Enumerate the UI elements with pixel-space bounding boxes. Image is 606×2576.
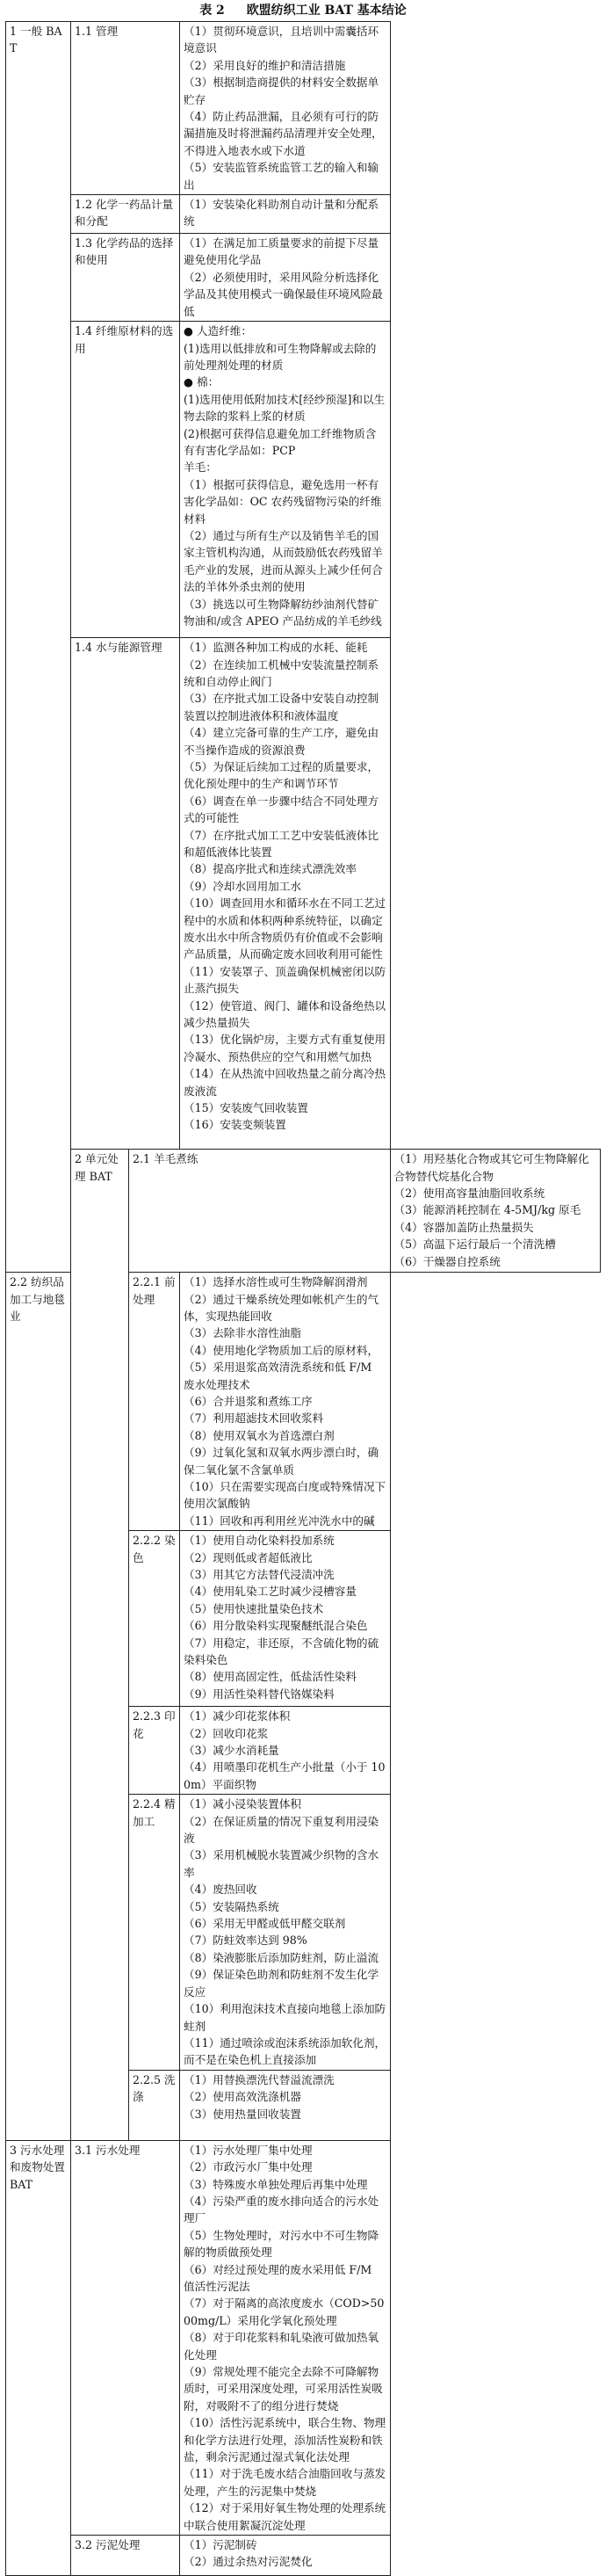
list-item: （10）利用泡沫技术直接向地毯上添加防蛀剂 [184,2002,386,2033]
table-row [6,195,601,234]
bat-table [5,21,601,2576]
list-item: （4）使用地化学物质加工后的原材料， [184,1343,379,1357]
list-item: (1)选用使用低附加技术[经纱预湿]和以生物去除的浆料上浆的材质 [184,392,386,424]
list-item: （3）挑选以可生物降解纺纱油剂代替矿物油和/或含 APEO 产品纺成的羊毛纱线 [184,597,382,628]
list-item: （5）高温下运行最后一个清洗槽 [393,1237,556,1252]
list-item: （5）使用快速批量染色技术 [184,1601,324,1615]
items-management [180,22,390,195]
category-pollution: 3 污水处理和废物处置 BAT [6,2140,71,2575]
items-washing [180,2070,390,2140]
items-pretreatment [180,1273,390,1531]
list-item: （1）根据可获得信息，避免选用一杯有害化学品如：OC 农药残留物污染的纤维材料 [184,477,382,526]
items-water-energy [180,638,390,1150]
subcategory-washing: 2.2.5 洗涤 [129,2070,180,2140]
list-item: （14）在从热流中回收热量之前分离冷热废液流 [184,1067,386,1098]
list-item: （3）特殊废水单独处理后再集中处理 [184,2177,368,2191]
subcategory-management: 1.1 管理 [71,22,180,195]
list-item: （2）现则低或者超低液比 [184,1550,313,1564]
list-item: （2）回收印花浆 [184,1726,269,1740]
list-item: （6）用分散染料实现聚醚纸混合染色 [184,1619,368,1633]
table-row [6,322,601,638]
list-item: （8）对于印花浆料和轧染液可做加热氧化处理 [184,2331,379,2362]
subcategory-fine-finishing: 2.2.4 精加工 [129,1795,180,2071]
list-item: （1）选择水溶性或可生物降解润滑剂 [184,1275,368,1289]
list-item: （4）废热回收 [184,1883,257,1897]
list-item: （6）干燥器自控系统 [393,1254,501,1268]
table-row [6,22,601,195]
list-item: ● 棉： [184,375,220,389]
list-item: （4）建立完备可靠的生产工序，避免由不当操作造成的资源浪费 [184,726,379,757]
list-item: （1）监测各种加工构成的水耗、能耗 [184,641,368,655]
subcategory-dyeing: 2.2.2 染色 [129,1531,180,1707]
list-item: （2）通过干燥系统处理如帐机产生的气体，实现热能回收 [184,1292,379,1323]
list-item: （1）安装染化料助剂自动计量和分配系统 [184,198,379,229]
items-wool-scouring [390,1150,601,1273]
list-item: （5）为保证后续加工过程的质量要求，优化预处理中的生产和调节环节 [184,759,379,791]
list-item: （8）使用高固定性，低盐活性染料 [184,1670,357,1684]
list-item: （10）活性污泥系统中，联合生物、物理和化学方法进行处理，添加活性炭粉和铁盐，剩余污泥通过湿式氧化法处理 [184,2416,386,2464]
list-item: （16）安装变频装置 [184,1118,286,1132]
list-item: （1）贯彻环境意识，且培训中需囊括环境意识 [184,25,379,55]
list-item: （2）市政污水厂集中处理 [184,2160,313,2174]
category-general: 1 一般 BAT [6,22,71,1273]
items-wastewater [180,2140,390,2535]
list-item: (1)选用以低排放和可生物降解或去除的前处理剂处理的材质 [184,341,377,372]
category-unit: 2 单元处理 BAT [71,1150,129,2141]
list-item: （9）过氧化氢和双氧水两步漂白时，确保二氧化氯不含氯单质 [184,1446,379,1477]
list-item: （4）容器加盖防止热量损失 [393,1220,534,1234]
table-row [6,638,601,1150]
list-item: （1）减小浸染装置体积 [184,1797,301,1811]
subcategory-wastewater: 3.1 污水处理 [71,2140,180,2535]
subcategory-fibre: 1.4 纤维原材料的选用 [71,322,180,638]
list-item: （3）使用热量回收装置 [184,2107,301,2121]
list-item: （2）通过与所有生产以及销售羊毛的国家主管机构沟通，从而鼓励低农药残留羊毛产业的发展，进而从源头上减少任何合法的羊体外杀虫剂的使用 [184,528,383,594]
list-item: （6）采用无甲醛或低甲醛交联剂 [184,1917,346,1931]
items-printing [180,1707,390,1795]
items-dosing [180,195,390,234]
list-item: （6）合并退浆和煮练工序 [184,1394,313,1408]
list-item: （8）使用双氧水为首选漂白剂 [184,1428,335,1442]
list-item: ● 人造纤维： [184,324,252,338]
table-number: 表 2 [199,4,225,18]
list-item: （8）提高序批式和连续式漂洗效率 [184,862,357,876]
items-chemicals [180,234,390,322]
list-item: （11）通过喷涂或泡沫系统添加软化剂，而不是在染色机上直接添加 [184,2035,386,2067]
list-item: （3）用其它方法替代浸渍冲洗 [184,1568,335,1581]
subcategory-wool-scouring: 2.1 羊毛煮练 [129,1150,391,1273]
subcategory-sludge: 3.2 污泥处理 [71,2536,180,2576]
list-item: （4）防止药品泄漏，且必须有可行的防漏措施及时将泄漏药品清理并安全处理，不得进入地表水或下水道 [184,110,383,157]
list-item: （2）采用良好的维护和清洁措施 [184,58,346,72]
list-item: （2）必须使用时，采用风险分析选择化学品及其使用模式一确保最佳环境风险最低 [184,270,383,318]
list-item: （7）防蛀效率达到 98% [184,1934,307,1948]
subcategory-dosing: 1.2 化学一药品计量和分配 [71,195,180,234]
list-item: （5）采用退浆高效清洗系统和低 F/M 废水处理技术 [184,1361,372,1391]
items-sludge [180,2536,390,2576]
list-item: （4）污染严重的废水排向适合的污水处理厂 [184,2194,379,2225]
list-item: （7）在序批式加工工艺中安装低液体比和超低液体比装置 [184,828,379,859]
list-item: （11）安装罩子、顶盖确保机械密闭以防止蒸汽损失 [184,964,386,996]
list-item: （2）使用高效洗涤机器 [184,2090,301,2104]
subcategory-printing: 2.2.3 印花 [129,1707,180,1795]
list-item: （1）在满足加工质量要求的前提下尽量避免使用化学品 [184,236,379,267]
list-item: （3）能源消耗控制在 4-5MJ/kg 原毛 [393,1203,581,1217]
list-item: （1）减少印花浆体积 [184,1709,291,1723]
list-item: （7）对于隔离的高浓度废水（COD>5000mg/L）采用化学氧化预处理 [184,2297,385,2327]
list-item: （8）染液膨胀后添加防蛀剂，防止溢流 [184,1950,379,1964]
subcategory-pretreatment: 2.2.1 前处理 [129,1273,180,1531]
list-item: （11）回收和再利用丝光冲洗水中的碱 [184,1513,375,1527]
list-item: （1）污水处理厂集中处理 [184,2143,313,2157]
list-item: 羊毛： [184,461,217,475]
list-item: （3）采用机械脱水装置减少织物的含水率 [184,1848,379,1879]
table-caption [5,0,601,21]
list-item: （9）保证染色助剂和防蛀剂不发生化学反应 [184,1968,379,1999]
list-item: （4）用喷墨印花机生产小批量（小于 100m）平面织物 [184,1760,386,1791]
table-row [6,234,601,322]
list-item: （6）调查在单一步骤中结合不同处理方式的可能性 [184,794,379,825]
subcategory-water-energy: 1.4 水与能源管理 [71,638,180,1150]
table-title: 欧盟纺织工业 BAT 基本结论 [246,4,407,18]
table-row [6,2536,601,2576]
list-item: （3）减少水消耗量 [184,1744,279,1757]
list-item: （9）用活性染料替代铬媒染料 [184,1687,335,1701]
list-item: （9）冷却水回用加工水 [184,879,301,893]
subcategory-chemicals: 1.3 化学药品的选择和使用 [71,234,180,322]
list-item: （1）用羟基化合物或其它可生物降解化合物替代烷基化合物 [393,1152,589,1183]
list-item: （12）对于采用好氧生物处理的处理系统中联合使用絮凝沉淀处理 [184,2501,386,2532]
list-item: （3）根据制造商提供的材料安全数据单贮存 [184,76,379,106]
list-item: （4）使用轧染工艺时减少浸槽容量 [184,1585,357,1599]
items-fine-finishing [180,1795,390,2071]
list-item: （2）通过余热对污泥焚化 [184,2555,313,2569]
list-item: （5）安装隔热系统 [184,1899,279,1913]
items-fibre [180,322,390,638]
list-item: （3）在序批式加工设备中安装自动控制装置以控制进液体积和液体温度 [184,692,379,722]
list-item: （1）使用自动化染料投加系统 [184,1534,335,1548]
list-item: （2）在保证质量的情况下重复利用浸染液 [184,1814,379,1846]
list-item: (2)根据可获得信息避免加工纤维物质含有有害化学品如：PCP [184,426,377,457]
list-item: （15）安装废气回收装置 [184,1101,308,1115]
list-item: （2）使用高容量油脂回收系统 [393,1186,545,1200]
items-dyeing [180,1531,390,1707]
list-item: （5）安装监管系统监管工艺的输入和输出 [184,161,379,192]
subcategory-textile-finishing: 2.2 纺织品加工与地毯业 [6,1273,71,2141]
list-item: （11）对于洗毛废水结合油脂回收与蒸发处理，产生的污泥集中焚烧 [184,2467,386,2498]
list-item: （1）污泥制砖 [184,2538,257,2552]
list-item: （12）使管道、阀门、罐体和设备绝热以减少热量损失 [184,998,386,1030]
list-item: （10）调查回用水和循环水在不同工艺过程中的水质和体积两种系统特征，以确定废水出水中所含物质仍有价值或不会影响产品质量，从而确定废水回收利用可能性 [184,896,386,961]
list-item: （6）对经过预处理的废水采用低 F/M 值活性污泥法 [184,2262,372,2293]
list-item: （5）生物处理时，对污水中不可生物降解的物质做预处理 [184,2228,379,2260]
list-item: （2）在连续加工机械中安装流量控制系统和自动停止阀门 [184,657,379,688]
list-item: （10）只在需要实现高白度或特殊情况下使用次氯酸钠 [184,1479,386,1511]
table-row [6,2140,601,2535]
list-item: （13）优化锅炉房，主要方式有重复使用冷凝水、预热供应的空气和用燃气加热 [184,1033,386,1063]
list-item: （9）常规处理不能完全去除不可降解物质时，可采用深度处理，可采用活性炭吸附，对吸附不了的组分进行焚烧 [184,2365,383,2413]
table-row [6,1150,601,1273]
list-item: （1）用替换漂洗代替溢流漂洗 [184,2072,335,2086]
list-item: （3）去除非水溶性油脂 [184,1326,301,1340]
list-item: （7）用稳定，非还原，不含硫化物的硫染料染色 [184,1636,379,1667]
list-item: （7）利用超滤技术回收浆料 [184,1411,324,1426]
